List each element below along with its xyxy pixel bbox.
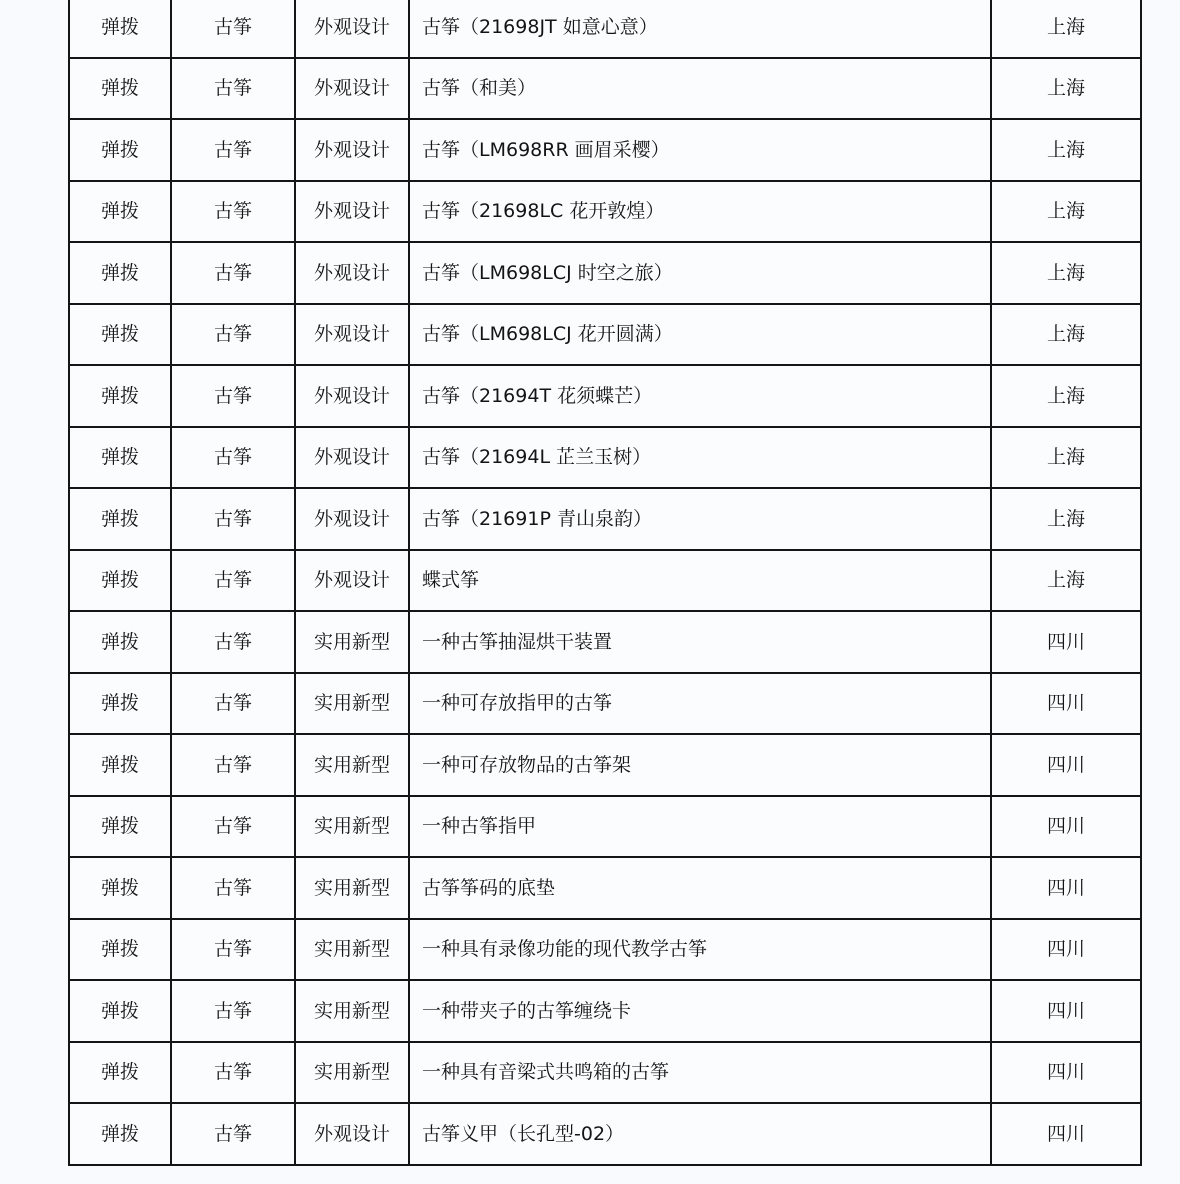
- instrument-cell-text: 古筝: [213, 630, 252, 653]
- instrument-cell: [171, 611, 295, 673]
- patent-name-cell: [409, 734, 991, 796]
- table-row: [69, 304, 1141, 366]
- patent-name-cell-text: 古筝（21691P 青山泉韵）: [422, 507, 652, 530]
- category-cell-text: 弹拨: [100, 1122, 139, 1145]
- instrument-cell-text: 古筝: [213, 999, 252, 1022]
- patent-name-cell-text: 古筝（LM698LCJ 时空之旅）: [422, 261, 673, 284]
- patent-type-cell-text: 外观设计: [313, 446, 390, 469]
- patent-type-cell: [295, 304, 409, 366]
- patent-name-cell: [409, 673, 991, 735]
- category-cell-text: 弹拨: [100, 384, 139, 407]
- patent-name-cell-text: 一种古筝指甲: [422, 815, 537, 838]
- patent-type-cell-text: 实用新型: [313, 815, 390, 838]
- patent-name-cell: [409, 980, 991, 1042]
- instrument-cell: [171, 796, 295, 858]
- patent-name-cell: [409, 119, 991, 181]
- patent-type-cell: [295, 0, 409, 58]
- category-cell-text: 弹拨: [100, 261, 139, 284]
- patent-name-cell-text: 蝶式筝: [422, 569, 480, 592]
- region-cell: [991, 980, 1141, 1042]
- patent-name-cell-text: 古筝（21698JT 如意心意）: [422, 15, 658, 38]
- patent-type-cell-text: 实用新型: [313, 999, 390, 1022]
- instrument-cell-text: 古筝: [213, 1061, 252, 1084]
- category-cell-text: 弹拨: [100, 323, 139, 346]
- category-cell-text: 弹拨: [100, 692, 139, 715]
- instrument-cell: [171, 365, 295, 427]
- instrument-cell: [171, 980, 295, 1042]
- category-cell: [69, 488, 171, 550]
- region-cell: [991, 304, 1141, 366]
- patent-name-cell-text: 古筝筝码的底垫: [422, 876, 556, 899]
- patent-name-cell: [409, 550, 991, 612]
- category-cell-text: 弹拨: [100, 200, 139, 223]
- patent-type-cell: [295, 1042, 409, 1104]
- patent-type-cell: [295, 119, 409, 181]
- category-cell: [69, 1103, 171, 1165]
- category-cell-text: 弹拨: [100, 138, 139, 161]
- patent-name-cell: [409, 1103, 991, 1165]
- patent-name-cell: [409, 796, 991, 858]
- table-row: [69, 734, 1141, 796]
- patent-name-cell: [409, 304, 991, 366]
- category-cell-text: 弹拨: [100, 753, 139, 776]
- patent-type-cell: [295, 488, 409, 550]
- patent-type-cell-text: 外观设计: [313, 138, 390, 161]
- instrument-cell-text: 古筝: [213, 507, 252, 530]
- patent-type-cell-text: 外观设计: [313, 77, 390, 100]
- region-cell: [991, 119, 1141, 181]
- instrument-cell: [171, 427, 295, 489]
- instrument-cell: [171, 1042, 295, 1104]
- region-cell: [991, 427, 1141, 489]
- patent-type-cell: [295, 980, 409, 1042]
- patent-type-cell-text: 外观设计: [313, 15, 390, 38]
- region-cell-text: 四川: [1046, 999, 1085, 1022]
- patent-type-cell: [295, 857, 409, 919]
- patent-type-cell: [295, 550, 409, 612]
- category-cell-text: 弹拨: [100, 876, 139, 899]
- patent-type-cell: [295, 58, 409, 120]
- patent-type-cell-text: 实用新型: [313, 876, 390, 899]
- category-cell-text: 弹拨: [100, 938, 139, 961]
- instrument-cell: [171, 242, 295, 304]
- patent-name-cell: [409, 58, 991, 120]
- category-cell-text: 弹拨: [100, 999, 139, 1022]
- region-cell: [991, 550, 1141, 612]
- instrument-cell-text: 古筝: [213, 446, 252, 469]
- patent-type-cell: [295, 734, 409, 796]
- category-cell: [69, 1042, 171, 1104]
- table-row: [69, 1103, 1141, 1165]
- region-cell: [991, 796, 1141, 858]
- patent-type-cell: [295, 427, 409, 489]
- table-row: [69, 365, 1141, 427]
- instrument-cell-text: 古筝: [213, 692, 252, 715]
- table-row: [69, 119, 1141, 181]
- region-cell-text: 四川: [1046, 753, 1085, 776]
- instrument-cell-text: 古筝: [213, 323, 252, 346]
- patent-type-cell-text: 外观设计: [313, 261, 390, 284]
- patent-type-cell: [295, 673, 409, 735]
- patent-name-cell-text: 古筝（和美）: [422, 77, 537, 100]
- region-cell-text: 上海: [1046, 15, 1085, 38]
- category-cell: [69, 181, 171, 243]
- instrument-cell: [171, 734, 295, 796]
- category-cell-text: 弹拨: [100, 569, 139, 592]
- region-cell-text: 上海: [1046, 138, 1085, 161]
- category-cell: [69, 304, 171, 366]
- instrument-cell: [171, 181, 295, 243]
- category-cell-text: 弹拨: [100, 815, 139, 838]
- table-row: [69, 550, 1141, 612]
- patent-name-cell: [409, 365, 991, 427]
- category-cell: [69, 0, 171, 58]
- category-cell-text: 弹拨: [100, 15, 139, 38]
- table-row: [69, 980, 1141, 1042]
- region-cell-text: 四川: [1046, 815, 1085, 838]
- instrument-cell-text: 古筝: [213, 569, 252, 592]
- patent-table-body: [69, 0, 1141, 1165]
- patent-type-cell-text: 外观设计: [313, 569, 390, 592]
- patent-type-cell-text: 实用新型: [313, 630, 390, 653]
- patent-name-cell: [409, 1042, 991, 1104]
- instrument-cell: [171, 919, 295, 981]
- table-row: [69, 488, 1141, 550]
- category-cell: [69, 673, 171, 735]
- instrument-cell-text: 古筝: [213, 815, 252, 838]
- patent-type-cell-text: 外观设计: [313, 384, 390, 407]
- patent-type-cell: [295, 365, 409, 427]
- table-row: [69, 919, 1141, 981]
- patent-name-cell: [409, 919, 991, 981]
- patent-type-cell-text: 外观设计: [313, 323, 390, 346]
- table-row: [69, 427, 1141, 489]
- patent-type-cell-text: 实用新型: [313, 753, 390, 776]
- table-row: [69, 796, 1141, 858]
- region-cell-text: 四川: [1046, 692, 1085, 715]
- category-cell: [69, 119, 171, 181]
- region-cell: [991, 919, 1141, 981]
- table-row: [69, 242, 1141, 304]
- instrument-cell: [171, 119, 295, 181]
- patent-name-cell-text: 古筝（LM698RR 画眉采樱）: [422, 138, 670, 161]
- patent-name-cell: [409, 857, 991, 919]
- instrument-cell: [171, 58, 295, 120]
- instrument-cell-text: 古筝: [213, 876, 252, 899]
- patent-type-cell: [295, 1103, 409, 1165]
- patent-type-cell: [295, 242, 409, 304]
- patent-name-cell-text: 古筝（LM698LCJ 花开圆满）: [422, 323, 673, 346]
- patent-type-cell-text: 外观设计: [313, 507, 390, 530]
- patent-name-cell: [409, 181, 991, 243]
- category-cell: [69, 919, 171, 981]
- region-cell: [991, 734, 1141, 796]
- instrument-cell-text: 古筝: [213, 261, 252, 284]
- instrument-cell-text: 古筝: [213, 138, 252, 161]
- region-cell: [991, 1103, 1141, 1165]
- region-cell-text: 四川: [1046, 630, 1085, 653]
- patent-name-cell: [409, 242, 991, 304]
- category-cell: [69, 857, 171, 919]
- region-cell-text: 四川: [1046, 938, 1085, 961]
- patent-name-cell-text: 一种带夹子的古筝缠绕卡: [422, 999, 632, 1022]
- patent-name-cell: [409, 611, 991, 673]
- region-cell-text: 上海: [1046, 446, 1085, 469]
- instrument-cell: [171, 857, 295, 919]
- instrument-cell-text: 古筝: [213, 200, 252, 223]
- patent-name-cell-text: 一种可存放指甲的古筝: [422, 692, 613, 715]
- region-cell: [991, 58, 1141, 120]
- instrument-cell-text: 古筝: [213, 77, 252, 100]
- patent-name-cell-text: 古筝（21694T 花须蝶芒）: [422, 384, 653, 407]
- region-cell: [991, 1042, 1141, 1104]
- region-cell-text: 上海: [1046, 261, 1085, 284]
- region-cell: [991, 365, 1141, 427]
- patent-name-cell-text: 一种可存放物品的古筝架: [422, 753, 632, 776]
- instrument-cell-text: 古筝: [213, 384, 252, 407]
- region-cell-text: 上海: [1046, 323, 1085, 346]
- category-cell-text: 弹拨: [100, 77, 139, 100]
- instrument-cell: [171, 550, 295, 612]
- region-cell-text: 上海: [1046, 384, 1085, 407]
- patent-name-cell-text: 一种古筝抽湿烘干装置: [422, 630, 613, 653]
- instrument-cell-text: 古筝: [213, 15, 252, 38]
- patent-type-cell-text: 实用新型: [313, 692, 390, 715]
- region-cell: [991, 673, 1141, 735]
- patent-name-cell: [409, 488, 991, 550]
- instrument-cell: [171, 1103, 295, 1165]
- category-cell: [69, 242, 171, 304]
- region-cell: [991, 488, 1141, 550]
- category-cell: [69, 734, 171, 796]
- patent-name-cell: [409, 427, 991, 489]
- category-cell-text: 弹拨: [100, 1061, 139, 1084]
- region-cell: [991, 0, 1141, 58]
- category-cell: [69, 980, 171, 1042]
- instrument-cell-text: 古筝: [213, 753, 252, 776]
- patent-type-cell: [295, 919, 409, 981]
- region-cell-text: 上海: [1046, 77, 1085, 100]
- category-cell: [69, 611, 171, 673]
- table-row: [69, 857, 1141, 919]
- region-cell-text: 上海: [1046, 507, 1085, 530]
- region-cell-text: 上海: [1046, 569, 1085, 592]
- patent-table: [68, 0, 1142, 1166]
- patent-name-cell-text: 一种具有录像功能的现代教学古筝: [422, 938, 708, 961]
- table-row: [69, 181, 1141, 243]
- instrument-cell-text: 古筝: [213, 938, 252, 961]
- patent-name-cell: [409, 0, 991, 58]
- category-cell: [69, 550, 171, 612]
- patent-type-cell-text: 外观设计: [313, 200, 390, 223]
- region-cell-text: 上海: [1046, 200, 1085, 223]
- patent-name-cell-text: 古筝义甲（长孔型-02）: [422, 1122, 625, 1145]
- table-row: [69, 1042, 1141, 1104]
- category-cell: [69, 58, 171, 120]
- patent-type-cell-text: 实用新型: [313, 1061, 390, 1084]
- table-row: [69, 611, 1141, 673]
- instrument-cell: [171, 0, 295, 58]
- patent-name-cell-text: 古筝（21698LC 花开敦煌）: [422, 200, 665, 223]
- instrument-cell: [171, 304, 295, 366]
- instrument-cell-text: 古筝: [213, 1122, 252, 1145]
- patent-table-container: [68, 0, 1142, 1166]
- table-row: [69, 58, 1141, 120]
- region-cell: [991, 181, 1141, 243]
- category-cell-text: 弹拨: [100, 630, 139, 653]
- region-cell-text: 四川: [1046, 1061, 1085, 1084]
- category-cell: [69, 796, 171, 858]
- patent-type-cell: [295, 611, 409, 673]
- table-row: [69, 0, 1141, 58]
- category-cell: [69, 427, 171, 489]
- category-cell-text: 弹拨: [100, 507, 139, 530]
- region-cell: [991, 611, 1141, 673]
- category-cell-text: 弹拨: [100, 446, 139, 469]
- instrument-cell: [171, 673, 295, 735]
- table-row: [69, 673, 1141, 735]
- patent-type-cell-text: 外观设计: [313, 1122, 390, 1145]
- category-cell: [69, 365, 171, 427]
- patent-type-cell-text: 实用新型: [313, 938, 390, 961]
- region-cell: [991, 857, 1141, 919]
- patent-type-cell: [295, 181, 409, 243]
- patent-name-cell-text: 一种具有音梁式共鸣箱的古筝: [422, 1061, 670, 1084]
- region-cell-text: 四川: [1046, 1122, 1085, 1145]
- region-cell: [991, 242, 1141, 304]
- patent-type-cell: [295, 796, 409, 858]
- instrument-cell: [171, 488, 295, 550]
- region-cell-text: 四川: [1046, 876, 1085, 899]
- patent-name-cell-text: 古筝（21694L 芷兰玉树）: [422, 446, 652, 469]
